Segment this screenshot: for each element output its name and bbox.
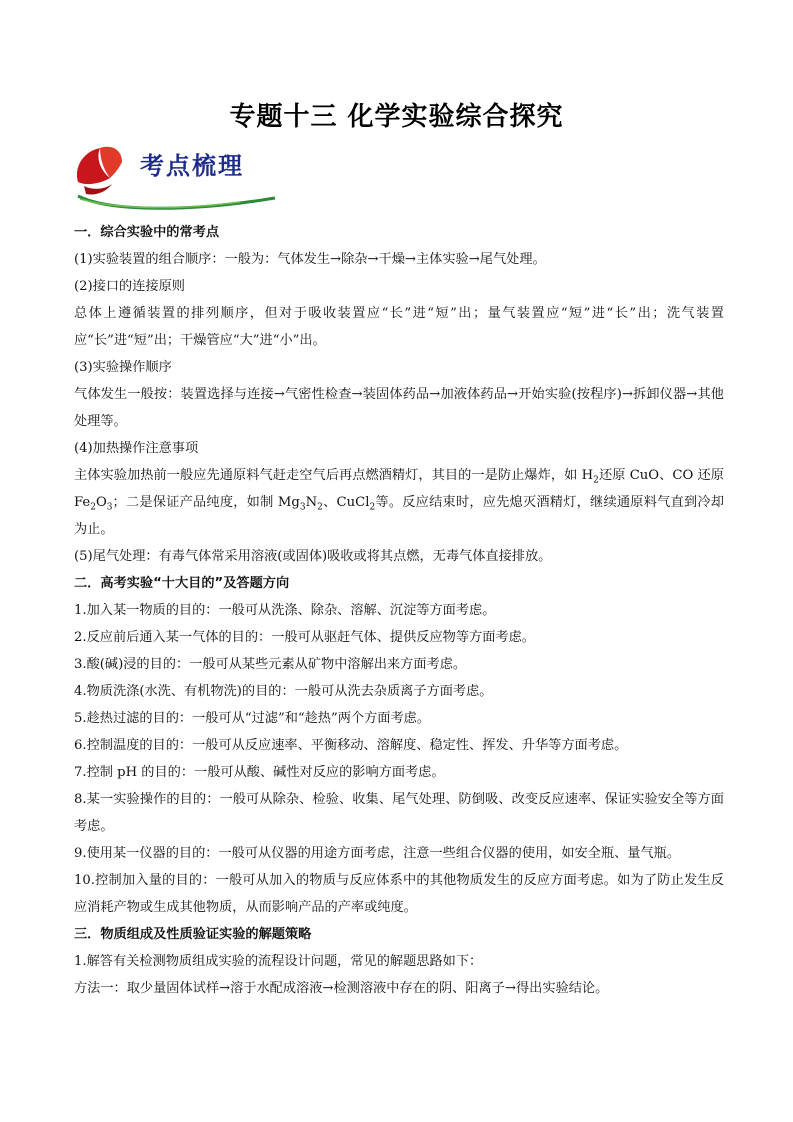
list-item: 5.趁热过滤的目的：一般可从“过滤”和“趁热”两个方面考虑。 xyxy=(74,711,431,726)
subheading: (4)加热操作注意事项 xyxy=(74,441,199,456)
section-heading-1: 一．综合实验中的常考点 xyxy=(74,225,220,240)
paragraph: 总体上遵循装置的排列顺序，但对于吸收装置应“长”进“短”出；量气装置应“短”进“长”出；洗气装置应“长”进“短”出；干燥管应“大”进“小”出。 xyxy=(74,306,724,348)
subheading: (2)接口的连接原则 xyxy=(74,279,185,294)
section-banner xyxy=(70,140,280,215)
text-run: 、CuCl xyxy=(322,495,370,510)
subscript: 2 xyxy=(317,502,323,513)
section-heading-2: 二．高考实验“十大目的”及答题方向 xyxy=(74,576,290,591)
text-run: O xyxy=(95,495,107,510)
paragraph: 气体发生一般按：装置选择与连接→气密性检查→装固体药品→加液体药品→开始实验(按程序)→拆卸仪器→其他处理等。 xyxy=(74,387,724,429)
text-run: N xyxy=(305,495,318,510)
subscript: 3 xyxy=(106,502,113,513)
text-run: ；二是保证产品纯度，如制 Mg xyxy=(112,495,300,510)
list-item: 4.物质洗涤(水洗、有机物洗)的目的：一般可从洗去杂质离子方面考虑。 xyxy=(74,684,493,699)
text-run: 还原 CuO、CO 还原 Fe xyxy=(74,468,724,510)
main-content xyxy=(74,219,724,1002)
list-item: 9.使用某一仪器的目的：一般可从仪器的用途方面考虑，注意一些组合仪器的使用，如安全瓶、量气瓶。 xyxy=(74,846,681,861)
list-item: 8.某一实验操作的目的：一般可从除杂、检验、收集、尾气处理、防倒吸、改变反应速率、保证实验安全等方面考虑。 xyxy=(74,792,724,834)
text-run: 主体实验加热前一般应先通原料气赶走空气后再点燃酒精灯，其目的一是防止爆炸，如 H xyxy=(74,468,594,483)
list-item: 7.控制 pH 的目的：一般可从酸、碱性对反应的影响方面考虑。 xyxy=(74,765,445,780)
paragraph: 方法一：取少量固体试样→溶于水配成溶液→检测溶液中存在的阴、阳离子→得出实验结论。 xyxy=(74,981,609,996)
subscript: 2 xyxy=(593,475,599,486)
text-run: 等。反应结束时，应先熄灭酒精灯，继续通原料气直到冷却为止。 xyxy=(74,495,724,537)
page-title: 专题十三 化学实验综合探究 xyxy=(229,102,564,132)
list-item: 10.控制加入量的目的：一般可从加入的物质与反应体系中的其他物质发生的反应方面考虑。如为了防止发生反应消耗产物或生成其他物质，从而影响产品的产率或纯度。 xyxy=(74,873,724,915)
paragraph-heating xyxy=(74,462,724,543)
list-item: 2.反应前后通入某一气体的目的：一般可从驱赶气体、提供反应物等方面考虑。 xyxy=(74,630,535,645)
list-item: 6.控制温度的目的：一般可从反应速率、平衡移动、溶解度、稳定性、挥发、升华等方面考虑。 xyxy=(74,738,628,753)
banner-title: 考点梳理 xyxy=(140,151,244,180)
subscript: 3 xyxy=(299,502,306,513)
list-item: 3.酸(碱)浸的目的：一般可从某些元素从矿物中溶解出来方面考虑。 xyxy=(74,657,467,672)
paragraph: (1)实验装置的组合顺序：一般为：气体发生→除杂→干燥→主体实验→尾气处理。 xyxy=(74,252,546,267)
subscript: 2 xyxy=(90,502,96,513)
list-item: 1.加入某一物质的目的：一般可从洗涤、除杂、溶解、沉淀等方面考虑。 xyxy=(74,603,496,618)
paragraph: (5)尾气处理：有毒气体常采用溶液(或固体)吸收或将其点燃，无毒气体直接排放。 xyxy=(74,549,552,564)
section-heading-3: 三．物质组成及性质验证实验的解题策略 xyxy=(74,927,312,942)
subscript: 2 xyxy=(369,502,376,513)
subheading: (3)实验操作顺序 xyxy=(74,360,172,375)
paragraph: 1.解答有关检测物质组成实验的流程设计问题，常见的解题思路如下： xyxy=(74,954,483,969)
